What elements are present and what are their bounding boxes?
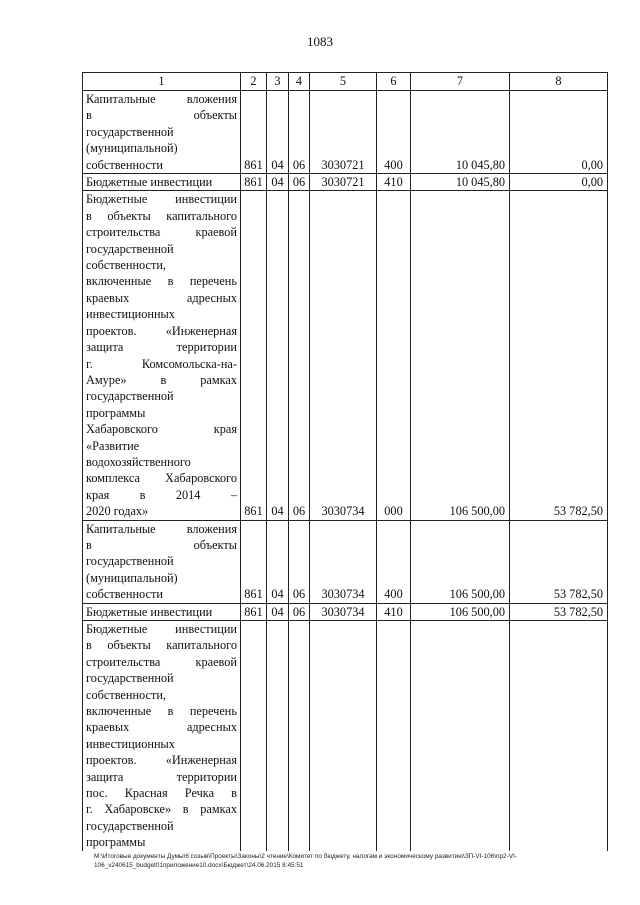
row-amount-cell: 53 782,50 <box>510 520 608 603</box>
table-row <box>83 191 608 520</box>
row-name-line: Капитальные вложения <box>86 521 237 536</box>
row-target-cell: 3030734 <box>310 520 377 603</box>
row-amount-cell: 0,00 <box>510 91 608 174</box>
table-row <box>83 520 608 603</box>
row-subsection-cell: 06 <box>289 91 310 174</box>
row-name-line: инвестиционных <box>86 307 175 322</box>
footer-line: 106_v240615_budget01приложение10.docx\Бюджет\24.06.2015 8:45:51 <box>94 862 304 869</box>
row-target-cell: 3030734 <box>310 603 377 620</box>
row-name-line: собственности <box>86 157 163 172</box>
row-name-line: г. Хабаровске» в рамках <box>86 802 237 817</box>
row-name-line: защита территории <box>86 340 237 355</box>
page-number: 1083 <box>307 34 333 49</box>
row-name-cell <box>83 621 241 851</box>
row-name-line: Бюджетные инвестиции <box>86 192 237 207</box>
row-name-line: государственной <box>86 124 174 139</box>
row-type-cell <box>377 621 411 851</box>
row-subsection-cell: 06 <box>289 520 310 603</box>
row-section-cell <box>267 621 289 851</box>
footer-line: M:\Итоговые документы Думы\6 созыв\Проекты\Законы\2 чтение\Комитет по бюджету, налогам и экономическому развитию\ЗП-VI-106\пр2-VI- <box>94 853 517 860</box>
row-name-line: государственной <box>86 671 174 686</box>
row-name-line: «Развитие <box>86 438 140 453</box>
row-name-line: включенные в перечень <box>86 274 237 289</box>
row-type-cell: 410 <box>377 603 411 620</box>
row-name-line: Хабаровского края <box>86 422 237 437</box>
row-type-cell: 410 <box>377 174 411 191</box>
row-code-cell <box>241 621 267 851</box>
row-amount-cell: 10 045,80 <box>411 174 510 191</box>
row-name-line: Капитальные вложения <box>86 92 237 106</box>
row-name-line: строительства краевой <box>86 654 237 669</box>
row-name-line: собственности <box>86 587 163 602</box>
table-row <box>83 174 608 191</box>
row-name-line: краевых адресных <box>86 290 237 305</box>
row-amount-cell: 106 500,00 <box>411 191 510 520</box>
row-amount-cell: 106 500,00 <box>411 603 510 620</box>
row-name-line: края в 2014 – <box>86 487 237 502</box>
table-row <box>83 91 608 174</box>
row-name-line: (муниципальной) <box>86 570 178 585</box>
row-name-cell <box>83 520 241 603</box>
row-code-cell: 861 <box>241 174 267 191</box>
row-name-line: (муниципальной) <box>86 141 178 156</box>
row-section-cell: 04 <box>267 520 289 603</box>
row-name-line: комплекса Хабаровского <box>86 471 237 486</box>
row-amount-cell: 10 045,80 <box>411 91 510 174</box>
row-code-cell: 861 <box>241 91 267 174</box>
row-code-cell: 861 <box>241 191 267 520</box>
header-cell: 4 <box>289 73 310 91</box>
row-name-line: строительства краевой <box>86 225 237 240</box>
table-header-row <box>83 73 608 91</box>
table-row <box>83 621 608 851</box>
row-name-line: Амуре» в рамках <box>86 372 237 387</box>
row-name-line: в объекты капитального <box>86 638 237 653</box>
row-name-line: проектов. «Инженерная <box>86 753 237 768</box>
row-name-line: государственной <box>86 241 174 256</box>
row-section-cell: 04 <box>267 174 289 191</box>
row-target-cell: 3030734 <box>310 191 377 520</box>
header-cell: 8 <box>510 73 608 91</box>
row-subsection-cell: 06 <box>289 191 310 520</box>
row-target-cell: 3030721 <box>310 174 377 191</box>
row-subsection-cell: 06 <box>289 603 310 620</box>
row-code-cell: 861 <box>241 603 267 620</box>
row-name-line: программы <box>86 835 146 850</box>
header-cell: 2 <box>241 73 267 91</box>
row-name-line: в объекты <box>86 537 237 552</box>
row-amount-cell: 0,00 <box>510 174 608 191</box>
row-name-line: включенные в перечень <box>86 704 237 719</box>
header-cell: 7 <box>411 73 510 91</box>
row-section-cell: 04 <box>267 191 289 520</box>
row-name-line: собственности, <box>86 258 166 273</box>
row-name-cell <box>83 191 241 520</box>
row-name-line: водохозяйственного <box>86 454 191 469</box>
row-amount-cell: 53 782,50 <box>510 191 608 520</box>
budget-table <box>82 72 608 851</box>
header-cell: 5 <box>310 73 377 91</box>
row-section-cell: 04 <box>267 91 289 174</box>
header-cell: 1 <box>83 73 241 91</box>
row-name-line: проектов. «Инженерная <box>86 323 237 338</box>
row-name-line: 2020 годах» <box>86 504 149 519</box>
row-target-cell <box>310 621 377 851</box>
row-type-cell: 400 <box>377 91 411 174</box>
row-subsection-cell: 06 <box>289 174 310 191</box>
row-name-line: пос. Красная Речка в <box>86 786 237 801</box>
row-code-cell: 861 <box>241 520 267 603</box>
row-amount-cell: 53 782,50 <box>510 603 608 620</box>
row-name-line: инвестиционных <box>86 736 175 751</box>
row-name-line: собственности, <box>86 687 166 702</box>
document-footer-path <box>94 852 609 870</box>
row-target-cell: 3030721 <box>310 91 377 174</box>
row-amount-cell <box>510 621 608 851</box>
header-cell: 3 <box>267 73 289 91</box>
row-subsection-cell <box>289 621 310 851</box>
row-name-line: Бюджетные инвестиции <box>86 622 237 636</box>
row-name-line: в объекты <box>86 108 237 123</box>
row-name-line: Бюджетные инвестиции <box>86 175 213 190</box>
row-name-cell <box>83 603 241 620</box>
row-type-cell: 400 <box>377 520 411 603</box>
row-amount-cell <box>411 621 510 851</box>
row-name-line: программы <box>86 405 146 420</box>
row-type-cell: 000 <box>377 191 411 520</box>
row-name-line: государственной <box>86 389 174 404</box>
row-name-line: Бюджетные инвестиции <box>86 604 213 619</box>
row-name-line: государственной <box>86 818 174 833</box>
row-name-cell <box>83 91 241 174</box>
row-name-line: государственной <box>86 554 174 569</box>
header-cell: 6 <box>377 73 411 91</box>
row-name-line: краевых адресных <box>86 720 237 735</box>
row-section-cell: 04 <box>267 603 289 620</box>
row-amount-cell: 106 500,00 <box>411 520 510 603</box>
row-name-line: защита территории <box>86 769 237 784</box>
row-name-line: в объекты капитального <box>86 208 237 223</box>
row-name-line: г. Комсомольска-на- <box>86 356 237 371</box>
table-row <box>83 603 608 620</box>
row-name-cell <box>83 174 241 191</box>
